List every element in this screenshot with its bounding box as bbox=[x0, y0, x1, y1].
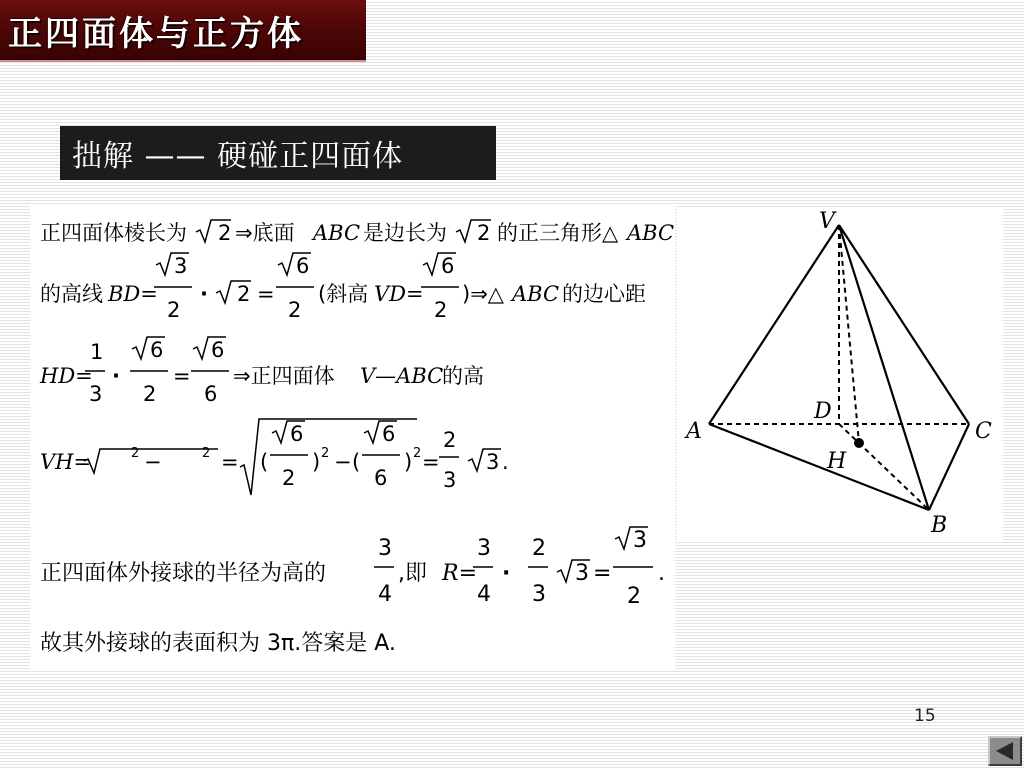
line2-abc: ABC bbox=[512, 282, 560, 306]
line2-text-c: )⇒△ bbox=[462, 282, 504, 306]
sup-2: 2 bbox=[131, 446, 140, 461]
triangle-left-icon bbox=[990, 738, 1020, 764]
frac-den: 3 bbox=[532, 582, 546, 607]
line2-bd: BD= bbox=[108, 282, 158, 306]
line2-text-b: (斜高 bbox=[318, 282, 369, 306]
line5-text-a: 正四面体外接球的半径为高的 bbox=[40, 561, 327, 586]
frac-den: 6 bbox=[374, 466, 388, 490]
frac-num: 3 bbox=[477, 536, 491, 561]
label-h: H bbox=[827, 449, 847, 474]
line1-text-b: ⇒底面 bbox=[235, 221, 295, 245]
sqrt-arg: 3 bbox=[575, 561, 589, 586]
edge-va bbox=[709, 225, 839, 424]
line1-sqrt-arg: 2 bbox=[218, 221, 232, 245]
paren: ) bbox=[312, 450, 321, 474]
edge-vc bbox=[839, 225, 969, 424]
frac-den: 2 bbox=[288, 298, 302, 322]
previous-slide-button[interactable] bbox=[988, 736, 1022, 766]
label-v: V bbox=[819, 209, 835, 234]
tetrahedron-figure-panel bbox=[677, 207, 1003, 542]
edge-vb bbox=[839, 225, 929, 510]
eq: = bbox=[173, 364, 191, 388]
paren: ) bbox=[404, 450, 413, 474]
frac-num: 6 bbox=[296, 254, 310, 278]
solution-line-6 bbox=[40, 631, 396, 656]
point-h bbox=[854, 438, 864, 448]
frac-num: 2 bbox=[443, 428, 457, 452]
frac-den: 4 bbox=[477, 582, 491, 607]
line5-r: R= bbox=[442, 561, 477, 586]
label-a: A bbox=[686, 419, 702, 444]
line3-vabc: V—ABC bbox=[360, 364, 444, 388]
sqrt-arg: 3 bbox=[486, 450, 500, 474]
frac-den: 3 bbox=[443, 468, 457, 492]
frac-num: 1 bbox=[90, 340, 104, 364]
solution-line-2 bbox=[40, 253, 646, 322]
frac-num: 2 bbox=[532, 536, 546, 561]
frac-den: 4 bbox=[378, 582, 392, 607]
sup-2: 2 bbox=[413, 446, 422, 461]
dot: · bbox=[502, 561, 511, 586]
label-b: B bbox=[931, 513, 948, 538]
sup-2: 2 bbox=[202, 446, 211, 461]
period: . bbox=[658, 561, 665, 586]
frac-den: 3 bbox=[89, 382, 103, 406]
solution-line-4 bbox=[40, 419, 509, 495]
slide-title: 正四面体与正方体 bbox=[8, 13, 304, 54]
label-d: D bbox=[814, 399, 832, 424]
dot: · bbox=[112, 364, 120, 388]
solution-line-1 bbox=[40, 220, 674, 245]
frac-num: 3 bbox=[378, 536, 392, 561]
dot: · bbox=[200, 282, 208, 306]
sup-2: 2 bbox=[321, 446, 330, 461]
solution-line-5 bbox=[40, 527, 665, 609]
line3-text-a: ⇒正四面体 bbox=[233, 364, 335, 388]
line1-sqrt-arg-2: 2 bbox=[477, 221, 491, 245]
eq: = bbox=[593, 561, 612, 586]
frac-den: 2 bbox=[167, 298, 181, 322]
solution-formulas bbox=[30, 205, 675, 670]
minus: − bbox=[144, 450, 162, 474]
frac-den: 6 bbox=[204, 382, 218, 406]
eq: = bbox=[221, 450, 239, 474]
frac-num: 6 bbox=[150, 338, 164, 362]
frac-den: 2 bbox=[627, 584, 641, 609]
frac-num: 6 bbox=[290, 422, 304, 446]
line2-vd: VD= bbox=[374, 282, 424, 306]
eq: = bbox=[422, 450, 440, 474]
line1-abc-2: ABC bbox=[627, 221, 675, 245]
line1-text-a: 正四面体棱长为 bbox=[40, 221, 187, 245]
slide-title-banner bbox=[0, 0, 366, 62]
label-c: C bbox=[975, 419, 992, 444]
paren: ( bbox=[352, 450, 361, 474]
frac-den: 2 bbox=[282, 466, 296, 490]
frac-num: 6 bbox=[211, 338, 225, 362]
edge-cb bbox=[929, 424, 969, 510]
line6-text: 故其外接球的表面积为 3π.答案是 A. bbox=[40, 631, 396, 656]
frac-num: 6 bbox=[382, 422, 396, 446]
frac-den: 2 bbox=[434, 298, 448, 322]
line1-abc: ABC bbox=[313, 221, 361, 245]
frac-num: 3 bbox=[633, 528, 647, 553]
solution-panel bbox=[30, 205, 675, 670]
frac-num: 3 bbox=[174, 254, 188, 278]
line3-hd: HD= bbox=[40, 364, 93, 388]
minus: − bbox=[334, 450, 352, 474]
line1-text-c: 是边长为 bbox=[363, 221, 447, 245]
line5-text-b: ,即 bbox=[398, 561, 427, 586]
page-number: 15 bbox=[914, 706, 936, 726]
edge-ab bbox=[709, 424, 929, 510]
line2-text-d: 的边心距 bbox=[562, 282, 646, 306]
line2-text-a: 的高线 bbox=[40, 282, 103, 306]
section-subtitle: 拙解 —— 硬碰正四面体 bbox=[72, 139, 404, 174]
period: . bbox=[502, 450, 509, 474]
sqrt-arg: 2 bbox=[237, 282, 251, 306]
frac-num: 6 bbox=[441, 254, 455, 278]
line3-text-b: 的高 bbox=[442, 364, 484, 388]
eq: = bbox=[257, 282, 275, 306]
solution-line-3 bbox=[39, 337, 484, 406]
line1-text-d: 的正三角形△ bbox=[497, 221, 619, 245]
tetrahedron-figure bbox=[677, 207, 1003, 542]
section-subtitle-box bbox=[60, 126, 496, 180]
paren: ( bbox=[260, 450, 269, 474]
frac-den: 2 bbox=[143, 382, 157, 406]
line4-vh: VH= bbox=[40, 450, 92, 474]
